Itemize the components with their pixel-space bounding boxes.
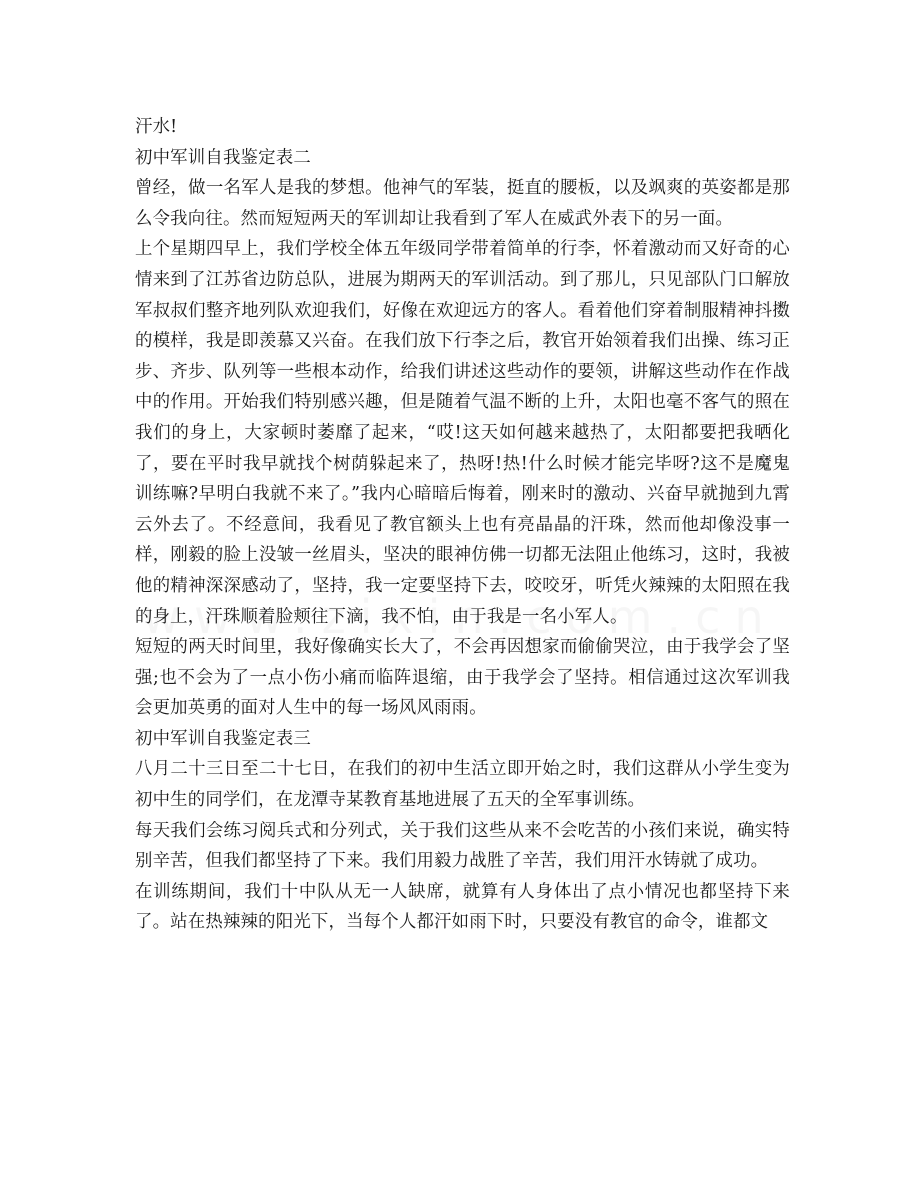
paragraph-dream: 曾经，做一名军人是我的梦想。他神气的军装，挺直的腰板，以及飒爽的英姿都是那么令我向往。然而短短两天的军训却让我看到了军人在威武外表下的另一面。: [135, 178, 790, 229]
paragraph-daily-practice: 每天我们会练习阅兵式和分列式，关于我们这些从来不会吃苦的小孩们来说，确实特别辛苦，但我们都坚持了下来。我们用毅力战胜了辛苦，我们用汗水铸就了成功。: [135, 820, 790, 872]
paragraph-training-period: 在训练期间，我们十中队从无一人缺席，就算有人身体出了点小情况也都坚持下来了。站在热辣辣的阳光下，当每个人都汗如雨下时，只要没有教官的命令，谁都文: [135, 881, 790, 933]
paragraph-thursday: 上个星期四早上，我们学校全体五年级同学带着简单的行李，怀着激动而又好奇的心情来到了江苏省边防总队，进展为期两天的军训活动。到了那儿，只见部队门口解放军叔叔们整齐地列队欢迎我们，好像在欢迎远方的客人。看着他们穿着制服精神抖擞的模样，我是即羡慕又兴奋。在我们放下行李之后，教官开始领着我们出操、练习正步、齐步、队列等一些根本动作，给我们讲述这些动作的要领，讲解这些动作在作战中的作用。开始我们特别感兴趣，但是随着气温不断的上升，太阳也毫不客气的照在我们的身上，大家顿时萎靡了起来，“哎!这天如何越来越热了，太阳都要把我晒化了，要在平时我早就找个树荫躲起来了，热呀!热!什么时候才能完毕呀?这不是魔鬼训练嘛?早明白我就不来了。”我内心暗暗后悔着，刚来时的激动、兴奋早就抛到九霄云外去了。不经意间，我看见了教官额头上也有亮晶晶的汗珠，然而他却像没事一样，刚毅的脸上没皱一丝眉头，坚决的眼神仿佛一切都无法阻止他练习，这时，我被他的精神深深感动了，坚持，我一定要坚持下去，咬咬牙，听凭火辣辣的太阳照在我的身上，汗珠顺着脸颊往下滴，我不怕，由于我是一名小军人。: [135, 239, 790, 627]
section-heading-two: 初中军训自我鉴定表二: [135, 147, 311, 168]
paragraph-sweat: 汗水!: [135, 117, 178, 137]
document-body: [135, 112, 790, 938]
paragraph-august: 八月二十三日至二十七日，在我们的初中生活立即开始之时，我们这群从小学生变为初中生的同学们，在龙潭寺某教育基地进展了五天的全军事训练。: [135, 759, 790, 811]
paragraph-two-days: 短短的两天时间里，我好像确实长大了，不会再因想家而偷偷哭泣，由于我学会了坚强;也不会为了一点小伤小痛而临阵退缩，由于我学会了坚持。相信通过这次军训我会更加英勇的面对人生中的每一场风风雨雨。: [135, 637, 790, 719]
section-heading-three: 初中军训自我鉴定表三: [135, 728, 311, 749]
